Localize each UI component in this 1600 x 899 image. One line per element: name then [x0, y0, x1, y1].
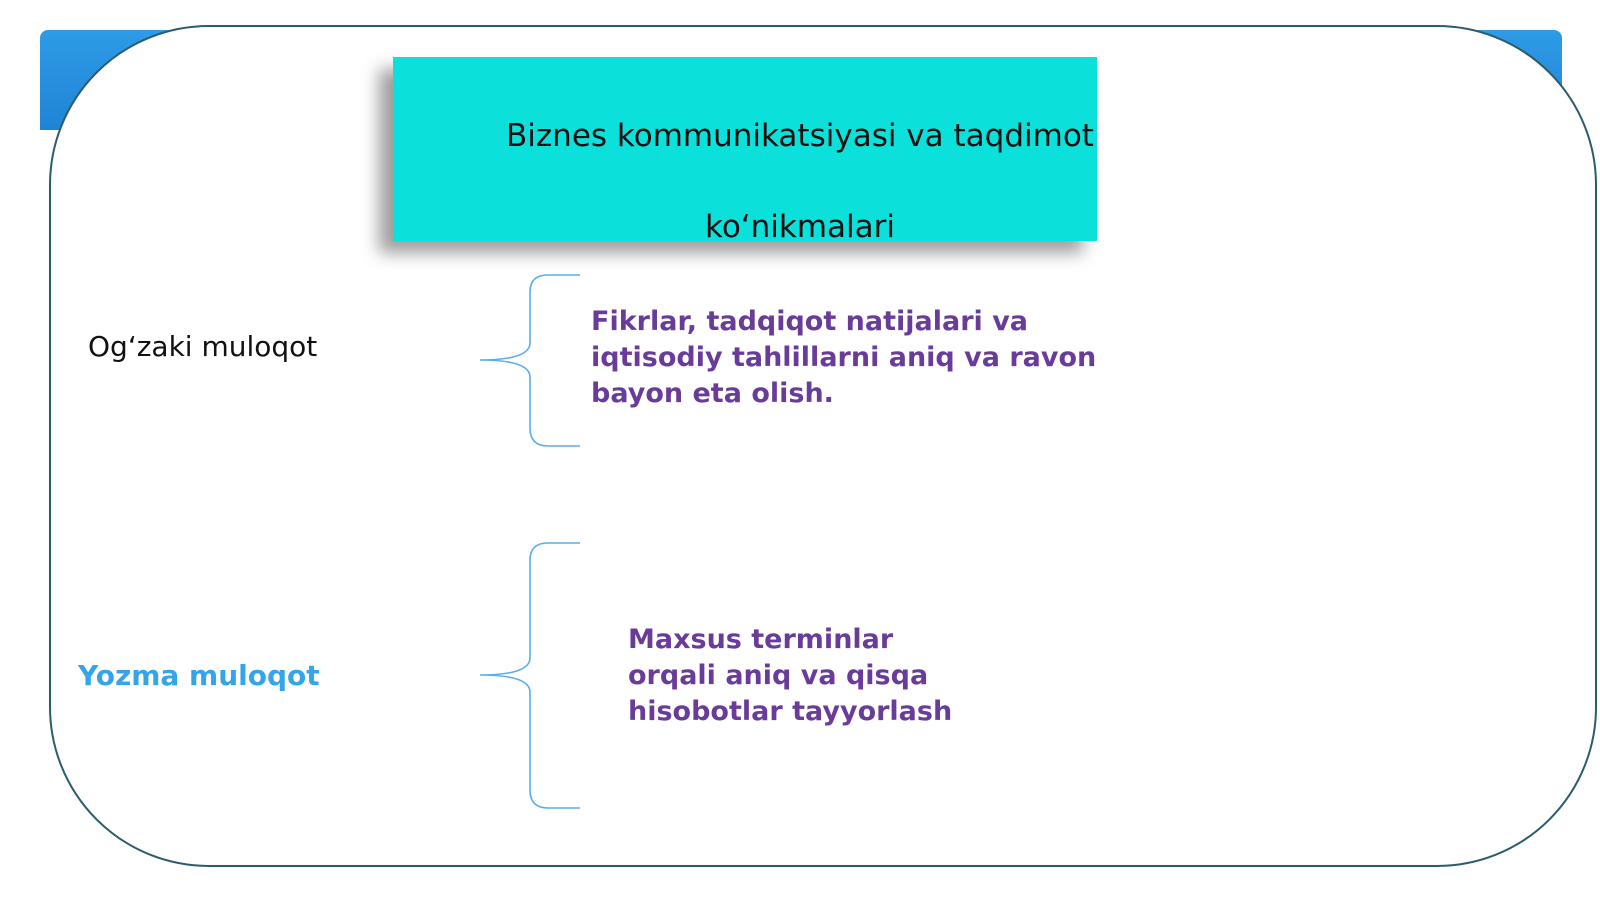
description-written-line: orqali aniq va qisqa [628, 660, 929, 691]
title-line-1: Biznes kommunikatsiyasi va taqdimot [506, 118, 1094, 154]
title-line-2: ko‘nikmalari [704, 209, 896, 245]
description-written-line: Maxsus terminlar [628, 624, 894, 655]
description-oral [591, 304, 1096, 412]
description-oral-line: Fikrlar, tadqiqot natijalari va [591, 306, 1029, 337]
label-written-communication: Yozma muloqot [78, 659, 320, 692]
description-written [628, 622, 952, 730]
label-oral-communication: Og‘zaki muloqot [88, 330, 318, 363]
description-oral-line: bayon eta olish. [591, 378, 834, 409]
description-written-line: hisobotlar tayyorlash [628, 696, 953, 727]
description-oral-line: iqtisodiy tahlillarni aniq va ravon [591, 342, 1097, 373]
